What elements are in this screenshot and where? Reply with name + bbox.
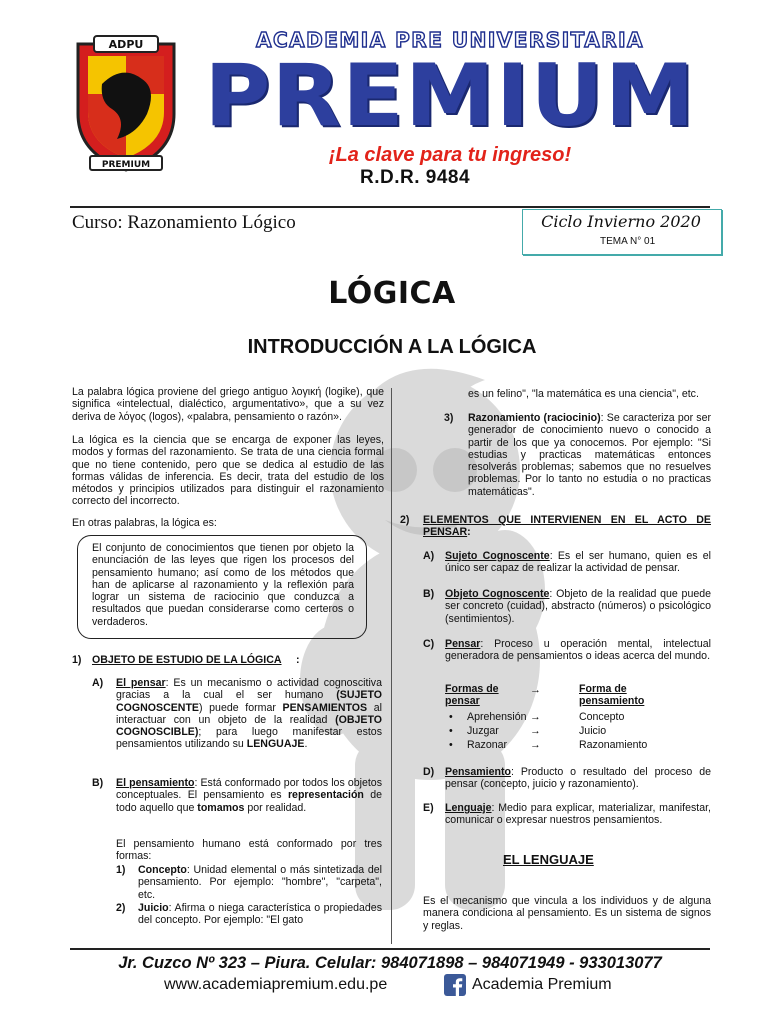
definition-text: El conjunto de conocimientos que tienen por objeto la enunciación de las leyes que rigen los procesos del pensamiento humano; así como de los métodos que han de aplicarse al razonamiento y la reflexión para lograr un sistema de raciocinio que conduzca a resultados que puedan considerarse como certeros o verdaderos. [92, 542, 354, 628]
item-b-text [116, 777, 382, 814]
section-2-colon: : [467, 526, 471, 539]
elem-e-desc: : Medio para explicar, materializar, manifestar, comunicar o expresar nuestros pensamientos. [445, 802, 711, 827]
table-header-left: Formas de pensar [445, 683, 499, 707]
elem-c-term: Pensar [445, 638, 481, 650]
language-heading: EL LENGUAJE [503, 852, 594, 867]
table-header-right: Forma de pensamiento [579, 683, 645, 707]
form-1-number: 1) [116, 864, 126, 876]
arrow-icon: → [530, 684, 541, 696]
form-2-desc: : Afirma o niega característica o propiedades del concepto. Por ejemplo: "El gato [138, 902, 382, 927]
elem-e-label: E) [423, 802, 434, 814]
form-1-text [138, 864, 382, 901]
footer-divider [70, 948, 710, 950]
elem-b-text [445, 588, 711, 625]
arrow-icon: → [530, 739, 541, 751]
form-3-number: 3) [444, 412, 454, 424]
elem-c-label: C) [423, 638, 435, 650]
elem-a-text [445, 550, 711, 575]
elem-c-desc: : Proceso u operación mental, intelectual generadora de pensamientos o ideas acerca del mundo. [445, 638, 711, 663]
elem-d-text [445, 766, 711, 791]
item-a-t5: . [304, 738, 308, 751]
item-b-paragraph-2: El pensamiento humano está conformado por tres formas: [116, 838, 382, 863]
item-a-b2: PENSAMIENTOS [282, 701, 368, 714]
form-1-desc: : Unidad elemental o más sintetizada del pensamiento. Por ejemplo: "hombre", "carpeta", etc. [138, 864, 382, 901]
shield-text-bottom: PREMIUM [101, 160, 151, 170]
item-a-label: A) [92, 677, 104, 689]
item-a-b3: (OBJETO COGNOSCIBLE) [116, 713, 382, 739]
elem-e-text [445, 802, 711, 827]
section-2-number: 2) [400, 514, 410, 526]
cycle-label: Ciclo Invierno 2020 [541, 212, 701, 231]
elem-e-term: Lenguaje [445, 802, 492, 814]
section-1-colon: : [296, 654, 300, 666]
academy-heading: ACADEMIA PRE UNIVERSITARIA [255, 28, 645, 52]
table-row [445, 738, 675, 752]
table-cell-left: Juzgar [467, 725, 499, 737]
item-a-t2: ) puede formar [199, 701, 283, 714]
item-b-t2: de todo aquello que [116, 789, 382, 814]
intro-paragraph-1: La palabra lógica proviene del griego antiguo λογική (logike), que significa «intelectual, dialéctico, argumentativo», que a su vez deriva de λόγος (logos), «palabra, pensamiento o razón». [72, 386, 384, 423]
bullet-icon: • [449, 725, 453, 737]
language-text: Es el mecanismo que vincula a los individuos y de alguna manera condiciona al pensamiento. Es un sistema de signos y reglas. [423, 895, 711, 932]
brand-name: PREMIUM [204, 46, 696, 146]
item-a-text [116, 677, 382, 751]
continued-text: es un felino", "la matemática es una ciencia", etc. [468, 388, 699, 400]
item-b-t3: por realidad. [244, 801, 307, 814]
elem-d-desc: : Producto o resultado del proceso de pensar (concepto, juicio y razonamiento). [445, 766, 711, 791]
header-divider [70, 206, 710, 208]
arrow-icon: → [530, 725, 541, 737]
column-divider [391, 388, 392, 944]
elem-c-text [445, 638, 711, 663]
elem-b-term: Objeto Cognoscente [445, 588, 550, 600]
page-title: LÓGICA [328, 276, 456, 311]
form-3-desc: : Se caracteriza por ser generador de conocimiento nuevo o conocido a partir de los que ya conocemos. Por ejemplo: "Si estudias y practicas matemáticas entonces resolverás problemas; sabemos que no resuelves problemas. Por lo tanto no estudia o no practicas matemáticas". [468, 412, 712, 498]
facebook-link[interactable]: Academia Premium [472, 976, 612, 993]
item-a-t3: al interactuar con un objeto de la realidad [116, 701, 382, 726]
arrow-icon: → [530, 711, 541, 723]
page-subtitle: INTRODUCCIÓN A LA LÓGICA [247, 336, 537, 358]
form-3-term: Razonamiento (raciocinio) [468, 412, 601, 424]
course-name: Curso: Razonamiento Lógico [72, 212, 296, 233]
item-b-label: B) [92, 777, 104, 789]
item-a-b1: (SUJETO COGNOSCENTE [116, 689, 382, 714]
item-a-b4: LENGUAJE [246, 738, 305, 751]
item-a-t1: : Es un mecanismo o actividad cognoscitiva gracias a la cual el ser humano [116, 677, 382, 702]
elem-a-term: Sujeto Cognoscente [445, 550, 550, 562]
intro-paragraph-2: La lógica es la ciencia que se encarga de exponer las leyes, modos y formas del razonamiento. Se trata de una ciencia formal que no tiene contenido, pero que se dedica al estudio de las formas válidas de inferencia. Es decir, trata del estudio de los métodos y principios utilizados para distinguir el razonamiento correcto del incorrecto. [72, 434, 384, 508]
form-2-term: Juicio [138, 902, 169, 914]
academy-shield-logo [72, 34, 180, 174]
item-b-b2: tomamos [197, 801, 245, 814]
table-cell-left: Aprehensión [467, 711, 527, 723]
item-b-b1: representación [287, 789, 364, 802]
item-b-term: El pensamiento [116, 777, 195, 789]
form-1-term: Concepto [138, 864, 187, 876]
footer-address: Jr. Cuzco Nº 323 – Piura. Celular: 984071898 – 984071949 - 933013077 [118, 954, 662, 972]
table-cell-right: Juicio [579, 725, 607, 737]
shield-text-top: ADPU [108, 38, 144, 51]
forms-table [445, 710, 675, 752]
section-1-number: 1) [72, 654, 82, 666]
website-link[interactable]: www.academiapremium.edu.pe [164, 976, 388, 993]
facebook-icon[interactable] [444, 974, 466, 996]
form-2-text [138, 902, 382, 927]
brand-tagline: ¡La clave para tu ingreso! [328, 144, 572, 166]
registration-number: R.D.R. 9484 [359, 167, 471, 188]
item-b-t1: : Está conformado por todos los objetos conceptuales. El pensamiento es [116, 777, 382, 802]
topic-number: TEMA N° 01 [600, 236, 656, 247]
elem-d-term: Pensamiento [445, 766, 511, 778]
bullet-icon: • [449, 739, 453, 751]
elem-b-desc: : Objeto de la realidad que puede ser concreto (cuidad), abstracto (números) o psicológico (sentimientos). [445, 588, 712, 625]
elem-a-desc: : Es el ser humano, quien es el único ser capaz de realizar la actividad de pensar. [445, 550, 711, 575]
form-3-text [468, 412, 711, 498]
section-2-title-text: ELEMENTOS QUE INTERVIENEN EN EL ACTO DE PENSAR [423, 514, 711, 539]
elem-d-label: D) [423, 766, 435, 778]
form-2-number: 2) [116, 902, 126, 914]
item-a-t4: ; para luego manifestar estos pensamientos utilizando su [116, 726, 382, 751]
bullet-icon: • [449, 711, 453, 723]
section-2-title [423, 514, 711, 539]
elem-b-label: B) [423, 588, 435, 600]
table-cell-right: Concepto [579, 711, 625, 723]
item-a-term: El pensar [116, 677, 166, 689]
section-1-title: OBJETO DE ESTUDIO DE LA LÓGICA [92, 654, 282, 666]
table-row [445, 724, 675, 738]
intro-paragraph-3: En otras palabras, la lógica es: [72, 517, 217, 529]
elem-a-label: A) [423, 550, 435, 562]
table-cell-left: Razonar [467, 739, 508, 751]
table-cell-right: Razonamiento [579, 739, 648, 751]
table-row [445, 710, 675, 724]
